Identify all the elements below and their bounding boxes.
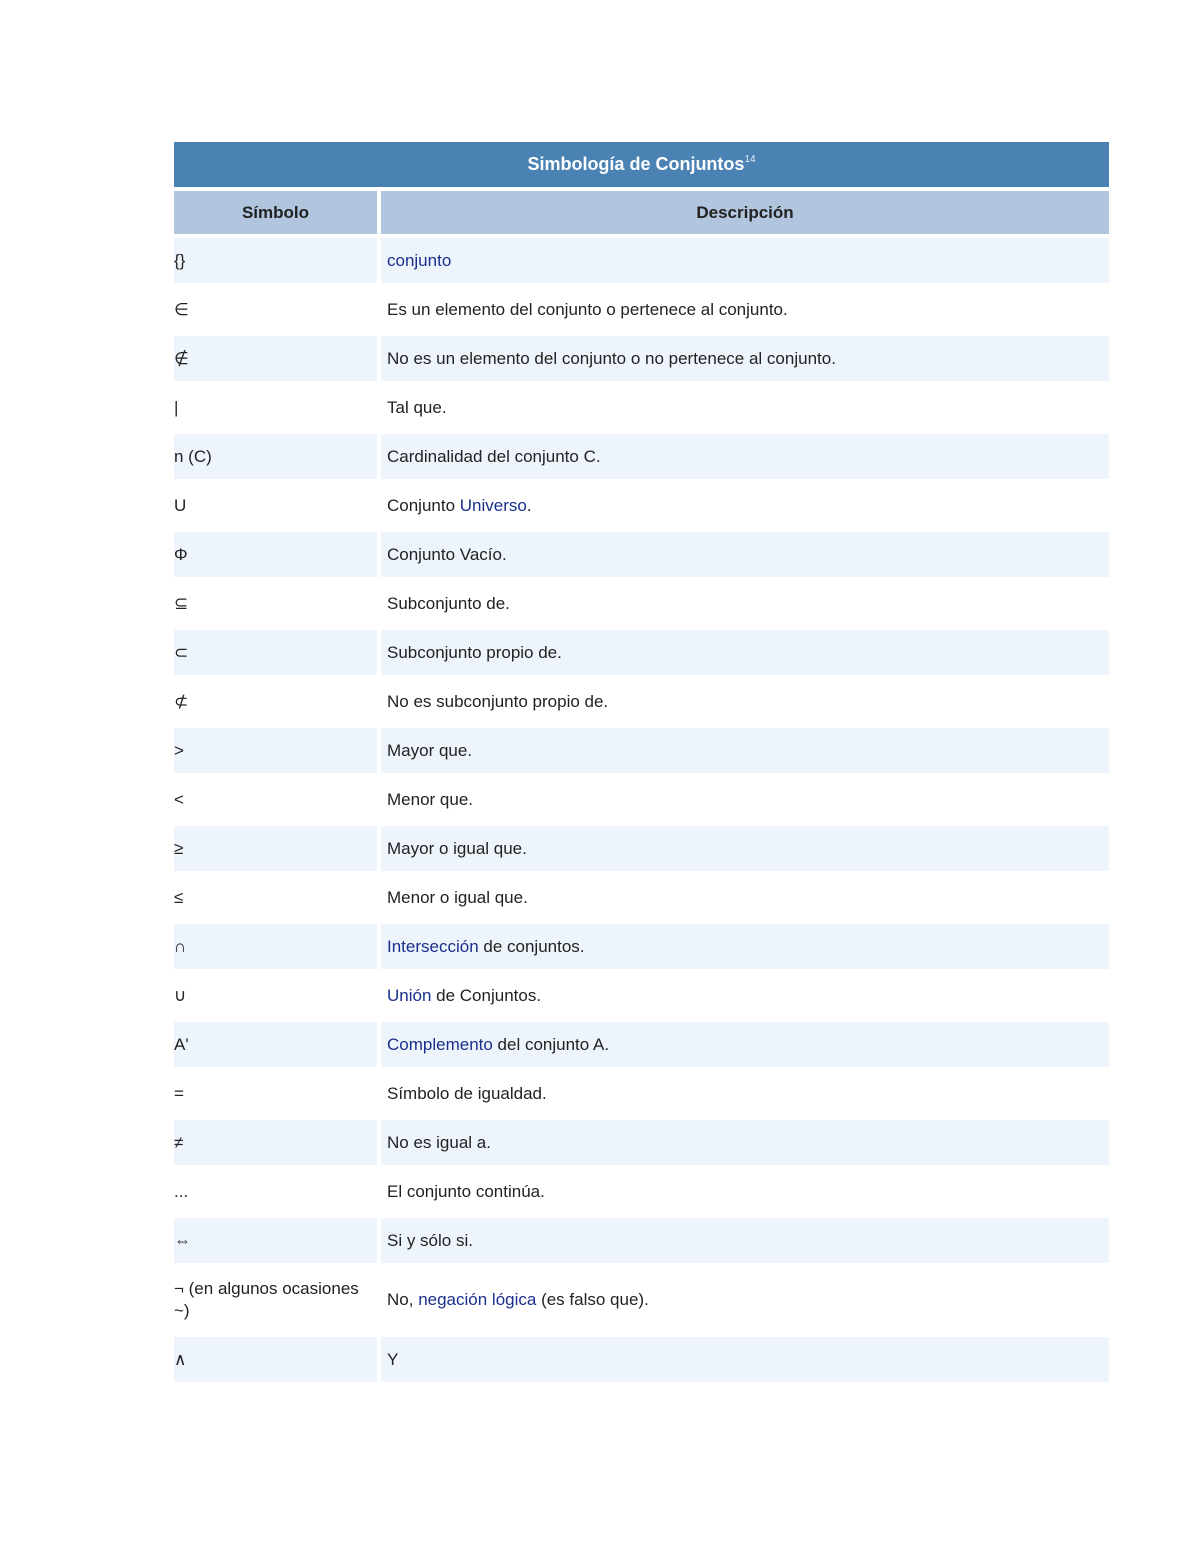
description-text: Menor o igual que. (387, 887, 528, 907)
table-row (174, 1120, 1109, 1169)
symbol-cell: {} (174, 238, 381, 287)
description-text: Menor que. (387, 789, 473, 809)
symbol-table-container (174, 142, 1109, 1386)
description-link[interactable]: Universo (459, 495, 527, 515)
table-row (174, 1022, 1109, 1071)
set-symbols-table (174, 142, 1109, 1386)
symbol-cell: ≥ (174, 826, 381, 875)
description-cell (381, 1218, 1109, 1267)
description-cell (381, 1022, 1109, 1071)
table-row (174, 483, 1109, 532)
table-title-row (174, 142, 1109, 191)
symbol-cell: = (174, 1071, 381, 1120)
table-row (174, 385, 1109, 434)
symbol-cell: ∉ (174, 336, 381, 385)
symbol-cell: A' (174, 1022, 381, 1071)
description-cell (381, 875, 1109, 924)
table-row (174, 532, 1109, 581)
symbol-cell: ≠ (174, 1120, 381, 1169)
table-body (174, 238, 1109, 1386)
description-cell (381, 1267, 1109, 1337)
table-row (174, 777, 1109, 826)
description-cell (381, 238, 1109, 287)
description-cell (381, 728, 1109, 777)
table-row (174, 1071, 1109, 1120)
table-row (174, 1169, 1109, 1218)
table-row (174, 434, 1109, 483)
description-cell (381, 826, 1109, 875)
table-row (174, 238, 1109, 287)
description-text: de conjuntos. (478, 936, 585, 956)
description-text: No es igual a. (387, 1132, 491, 1152)
description-cell (381, 630, 1109, 679)
table-row (174, 728, 1109, 777)
table-row (174, 1337, 1109, 1386)
symbol-cell: Φ (174, 532, 381, 581)
description-text: Si y sólo si. (387, 1230, 473, 1250)
description-cell (381, 287, 1109, 336)
symbol-cell: ⊂ (174, 630, 381, 679)
description-cell (381, 777, 1109, 826)
symbol-cell: ∈ (174, 287, 381, 336)
table-title (174, 142, 1109, 191)
description-text: El conjunto continúa. (387, 1181, 545, 1201)
table-row (174, 287, 1109, 336)
description-text: Cardinalidad del conjunto C. (387, 446, 601, 466)
description-text: No es subconjunto propio de. (387, 691, 609, 711)
table-row (174, 973, 1109, 1022)
symbol-cell: | (174, 385, 381, 434)
description-link[interactable]: Unión (387, 985, 432, 1005)
description-text: Subconjunto de. (387, 593, 510, 613)
description-text: de Conjuntos. (431, 985, 542, 1005)
description-cell (381, 973, 1109, 1022)
column-header-symbol: Símbolo (174, 191, 381, 238)
symbol-cell: ⇔ (174, 1218, 381, 1267)
table-row (174, 924, 1109, 973)
description-cell (381, 1169, 1109, 1218)
description-cell (381, 483, 1109, 532)
table-row (174, 679, 1109, 728)
description-text: Conjunto (387, 495, 460, 515)
symbol-cell: U (174, 483, 381, 532)
description-text: . (526, 495, 532, 515)
description-cell (381, 532, 1109, 581)
description-cell (381, 924, 1109, 973)
table-row (174, 336, 1109, 385)
table-row (174, 1218, 1109, 1267)
table-row (174, 1267, 1109, 1337)
table-row (174, 630, 1109, 679)
symbol-cell: ∪ (174, 973, 381, 1022)
table-title-text: Simbología de Conjuntos (527, 154, 745, 174)
description-text: No es un elemento del conjunto o no pertenece al conjunto. (387, 348, 836, 368)
description-text: Tal que. (387, 397, 447, 417)
description-text: Símbolo de igualdad. (387, 1083, 547, 1103)
description-cell (381, 1071, 1109, 1120)
symbol-cell: ⊄ (174, 679, 381, 728)
symbol-cell: ¬ (en algunos ocasiones ~) (174, 1267, 381, 1337)
description-text: del conjunto A. (492, 1034, 610, 1054)
title-reference[interactable]: 14 (744, 154, 756, 165)
table-header-row (174, 191, 1109, 238)
symbol-cell: ⊆ (174, 581, 381, 630)
description-cell (381, 679, 1109, 728)
table-row (174, 826, 1109, 875)
symbol-cell: ... (174, 1169, 381, 1218)
description-cell (381, 1120, 1109, 1169)
description-link[interactable]: negación lógica (418, 1290, 537, 1309)
symbol-cell: ∩ (174, 924, 381, 973)
description-text: No, (387, 1290, 419, 1309)
symbol-cell: ∧ (174, 1337, 381, 1386)
description-text: Y (387, 1349, 399, 1369)
description-cell (381, 336, 1109, 385)
description-text: (es falso que). (536, 1290, 649, 1309)
description-text: Mayor o igual que. (387, 838, 527, 858)
symbol-cell: > (174, 728, 381, 777)
description-text: Es un elemento del conjunto o pertenece al conjunto. (387, 299, 788, 319)
table-row (174, 875, 1109, 924)
description-text: Mayor que. (387, 740, 473, 760)
description-text: Subconjunto propio de. (387, 642, 562, 662)
description-link[interactable]: conjunto (387, 250, 452, 270)
column-header-description: Descripción (381, 191, 1109, 238)
symbol-cell: ≤ (174, 875, 381, 924)
table-row (174, 581, 1109, 630)
description-text: Conjunto Vacío. (387, 544, 507, 564)
symbol-cell: n (C) (174, 434, 381, 483)
description-cell (381, 385, 1109, 434)
symbol-cell: < (174, 777, 381, 826)
description-cell (381, 1337, 1109, 1386)
description-link[interactable]: Intersección (387, 936, 479, 956)
description-cell (381, 434, 1109, 483)
description-link[interactable]: Complemento (387, 1034, 493, 1054)
description-cell (381, 581, 1109, 630)
